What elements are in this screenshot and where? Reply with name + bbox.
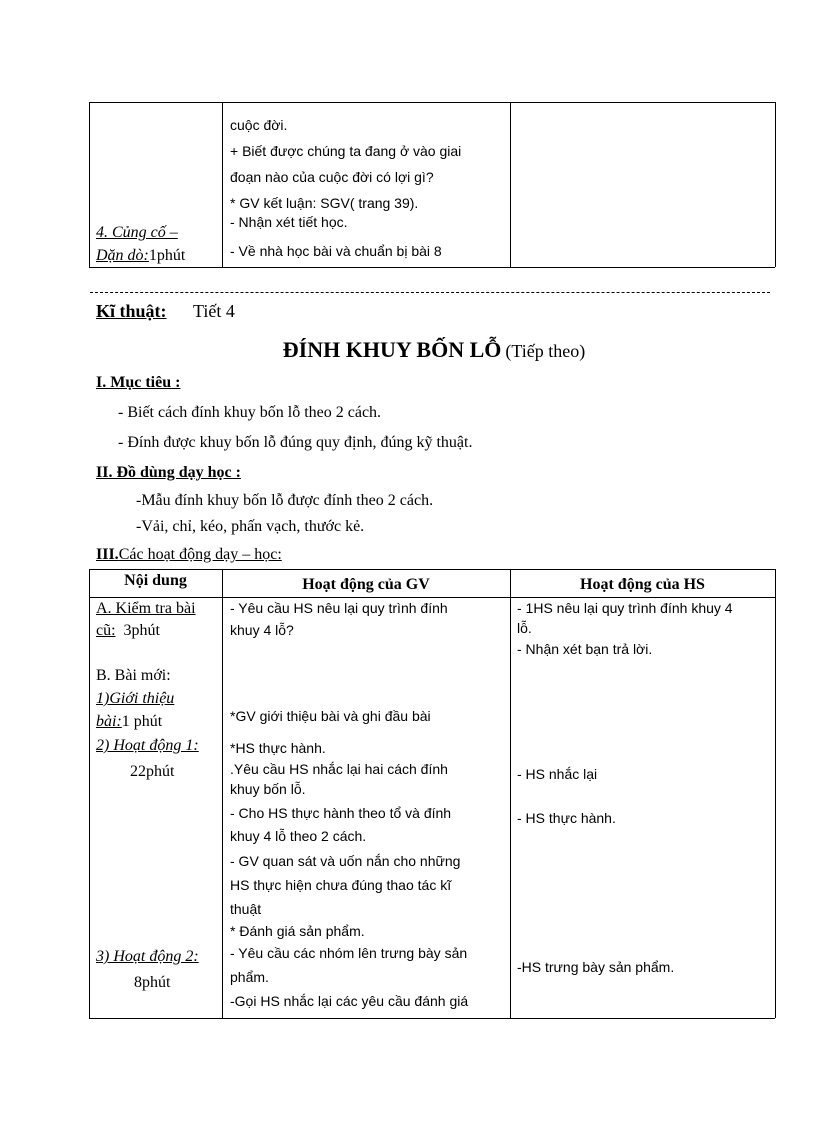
teacher-line: khuy 4 lỗ? <box>230 622 294 638</box>
teacher-line: thuật <box>230 901 262 917</box>
section-objectives-heading: I. Mục tiêu : <box>96 374 181 391</box>
prev-line: + Biết được chúng ta đang ở vào giai <box>230 143 462 159</box>
section-materials-heading: II. Đồ dùng dạy học : <box>96 464 241 481</box>
header-teacher: Hoạt động của GV <box>302 576 430 593</box>
student-line: -HS trưng bày sản phẩm. <box>517 959 675 975</box>
teacher-line: * Đánh giá sản phẩm. <box>230 923 365 939</box>
lesson-title: ĐÍNH KHUY BỐN LỖ (Tiếp theo) <box>282 337 586 362</box>
step-review-time: cũ: 3phút <box>96 622 160 639</box>
objective-item: - Đính được khuy bốn lỗ đúng quy định, đúng kỹ thuật. <box>118 434 473 451</box>
consolidation-label: 4. Củng cố – <box>96 224 178 241</box>
teacher-line: *HS thực hành. <box>230 740 326 756</box>
student-line: - HS nhắc lại <box>517 766 598 782</box>
objective-item: - Biết cách đính khuy bốn lỗ theo 2 cách. <box>118 404 382 421</box>
header-content: Nội dung <box>124 572 187 589</box>
student-line: lỗ. <box>517 620 532 636</box>
prev-line: đoạn nào của cuộc đời có lợi gì? <box>230 169 434 185</box>
teacher-line: - Yêu cầu các nhóm lên trưng bày sản <box>230 945 468 961</box>
prev-line: * GV kết luận: SGV( trang 39). <box>230 195 419 211</box>
teacher-line: - Cho HS thực hành theo tổ và đính <box>230 805 452 821</box>
step-new-lesson-label: B. Bài mới: <box>96 667 171 684</box>
subject-label: Kĩ thuật: <box>96 301 167 321</box>
teacher-line: khuy 4 lỗ theo 2 cách. <box>230 828 367 844</box>
section-activities-heading: III.Các hoạt động dạy – học: <box>96 546 282 563</box>
step-activity2-label: 3) Hoạt động 2: <box>96 948 199 965</box>
prev-line: - Nhận xét tiết học. <box>230 214 348 230</box>
prev-line: cuộc đời. <box>230 117 288 133</box>
material-item: -Vải, chỉ, kéo, phấn vạch, thước kẻ. <box>136 518 365 535</box>
teacher-line: khuy bốn lỗ. <box>230 781 306 797</box>
page-separator <box>90 292 770 293</box>
teacher-line: - GV quan sát và uốn nắn cho những <box>230 853 461 869</box>
teacher-line: *GV giới thiệu bài và ghi đầu bài <box>230 708 431 724</box>
student-line: - 1HS nêu lại quy trình đính khuy 4 <box>517 600 733 616</box>
material-item: -Mẫu đính khuy bốn lỗ được đính theo 2 cách. <box>136 492 434 509</box>
step-activity1-label: 2) Hoạt động 1: <box>96 737 199 754</box>
teacher-line: phẩm. <box>230 969 269 985</box>
step-activity1-time: 22phút <box>130 763 175 780</box>
teacher-line: - Yêu cầu HS nêu lại quy trình đính <box>230 600 448 616</box>
teacher-line: .Yêu cầu HS nhắc lại hai cách đính <box>230 761 448 777</box>
prev-line: - Về nhà học bài và chuẩn bị bài 8 <box>230 243 442 259</box>
teacher-line: HS thực hiện chưa đúng thao tác kĩ <box>230 877 452 893</box>
homework-label: Dặn dò:1phút <box>96 247 186 264</box>
step-intro-time: bài:1 phút <box>96 713 163 730</box>
step-intro-label: 1)Giới thiệu <box>96 690 175 707</box>
step-review-label: A. Kiểm tra bài <box>96 600 196 617</box>
period-label: Tiết 4 <box>193 301 235 321</box>
header-student: Hoạt động của HS <box>580 576 705 593</box>
teacher-line: -Gọi HS nhắc lại các yêu cầu đánh giá <box>230 993 469 1009</box>
student-line: - HS thực hành. <box>517 810 616 826</box>
student-line: - Nhận xét bạn trả lời. <box>517 641 653 657</box>
step-activity2-time: 8phút <box>134 974 171 991</box>
